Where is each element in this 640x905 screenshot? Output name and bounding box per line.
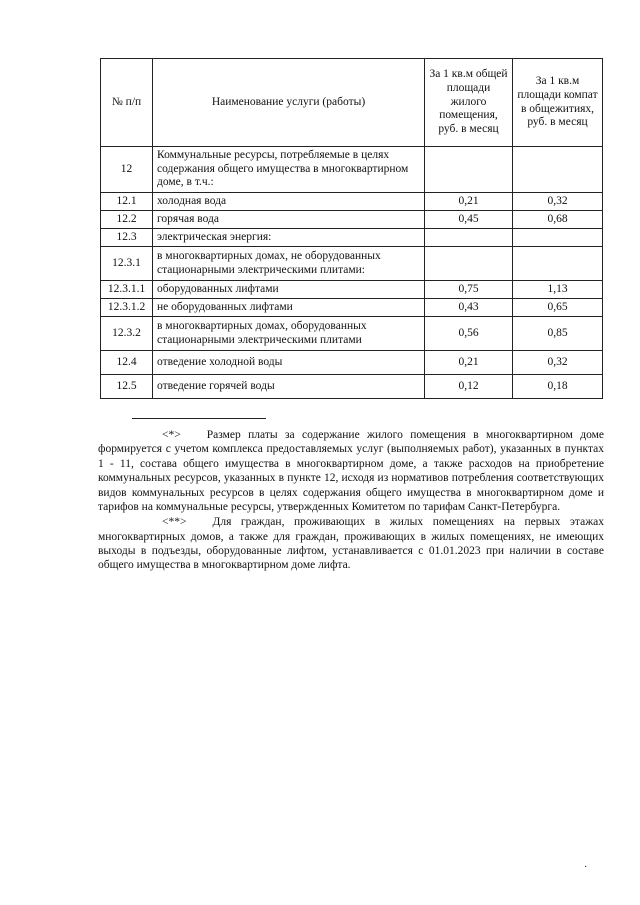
table-row <box>101 375 603 399</box>
row-value-dormitory <box>513 147 603 193</box>
footnote-1-text: Размер платы за содержание жилого помещения в многоквартирном доме формируется с учетом комплекса предоставляемых услуг (выполняемых работ), указанных в пунктах 1 - 11, состава общего имущества в многоквартирном доме, а также расходов на приобретение коммунальных ресурсов, указанных в пункте 12, исходя из нормативов потребления соответствующих видов коммунальных ресурсов в целях содержания общего имущества в многоквартирном доме и тарифов на коммунальные ресурсы, утвержденных Комитетом по тарифам Санкт-Петербурга. <box>98 429 604 513</box>
row-value-living <box>425 147 513 193</box>
row-num: 12.1 <box>101 193 153 211</box>
row-value-living: 0,75 <box>425 281 513 299</box>
table-row <box>101 281 603 299</box>
footnote-2-text: Для граждан, проживающих в жилых помещениях на первых этажах многоквартирных домов, а также для граждан, проживающих в жилых помещениях, не имеющих выходы в подъезды, оборудованные лифтом, устанавливается с 01.01.2023 при наличии в составе общего имущества в многоквартирном доме лифта. <box>98 516 604 572</box>
footnote-separator <box>132 418 266 419</box>
row-value-living: 0,21 <box>425 193 513 211</box>
header-service-name: Наименование услуги (работы) <box>153 59 425 147</box>
footnote-2 <box>98 515 604 573</box>
row-service-name: оборудованных лифтами <box>153 281 425 299</box>
table-body <box>101 147 603 399</box>
row-service-name: Коммунальные ресурсы, потребляемые в целях содержания общего имущества в многоквартирном доме, в т.ч.: <box>153 147 425 193</box>
row-num: 12.2 <box>101 211 153 229</box>
table-row <box>101 147 603 193</box>
footnotes <box>98 428 604 574</box>
row-service-name: отведение горячей воды <box>153 375 425 399</box>
table-row <box>101 317 603 351</box>
row-num: 12.3.1.1 <box>101 281 153 299</box>
row-value-dormitory <box>513 247 603 281</box>
row-value-dormitory: 1,13 <box>513 281 603 299</box>
row-value-living: 0,56 <box>425 317 513 351</box>
table-row <box>101 211 603 229</box>
row-value-living: 0,12 <box>425 375 513 399</box>
table-row <box>101 351 603 375</box>
footnote-2-mark: <**> <box>162 516 187 529</box>
row-value-living: 0,21 <box>425 351 513 375</box>
footnote-1 <box>98 428 604 514</box>
table-row <box>101 229 603 247</box>
tariff-table <box>100 58 603 399</box>
row-service-name: электрическая энергия: <box>153 229 425 247</box>
row-num: 12.3.1 <box>101 247 153 281</box>
row-value-dormitory: 0,18 <box>513 375 603 399</box>
row-value-living: 0,45 <box>425 211 513 229</box>
row-service-name: в многоквартирных домах, оборудованных стационарными электрическими плитами <box>153 317 425 351</box>
row-num: 12.3.2 <box>101 317 153 351</box>
header-per-sqm-dormitory: За 1 кв.м площади компат в общежитиях, руб. в месяц <box>513 59 603 147</box>
row-service-name: в многоквартирных домах, не оборудованных стационарными электрическими плитами: <box>153 247 425 281</box>
row-num: 12.3 <box>101 229 153 247</box>
footnote-1-mark: <*> <box>162 429 181 441</box>
header-num: № п/п <box>101 59 153 147</box>
row-value-living <box>425 247 513 281</box>
row-service-name: отведение холодной воды <box>153 351 425 375</box>
row-value-living: 0,43 <box>425 299 513 317</box>
row-value-dormitory: 0,85 <box>513 317 603 351</box>
row-service-name: холодная вода <box>153 193 425 211</box>
table-row <box>101 247 603 281</box>
row-value-dormitory: 0,65 <box>513 299 603 317</box>
table-row <box>101 193 603 211</box>
row-value-dormitory: 0,32 <box>513 193 603 211</box>
row-service-name: не оборудованных лифтами <box>153 299 425 317</box>
row-num: 12 <box>101 147 153 193</box>
row-num: 12.5 <box>101 375 153 399</box>
table-row <box>101 299 603 317</box>
row-num: 12.3.1.2 <box>101 299 153 317</box>
page-corner-mark: · <box>584 862 588 873</box>
row-value-living <box>425 229 513 247</box>
row-num: 12.4 <box>101 351 153 375</box>
table-header-row <box>101 59 603 147</box>
header-per-sqm-living: За 1 кв.м общей площади жилого помещения, руб. в месяц <box>425 59 513 147</box>
row-value-dormitory: 0,68 <box>513 211 603 229</box>
row-service-name: горячая вода <box>153 211 425 229</box>
row-value-dormitory <box>513 229 603 247</box>
row-value-dormitory: 0,32 <box>513 351 603 375</box>
